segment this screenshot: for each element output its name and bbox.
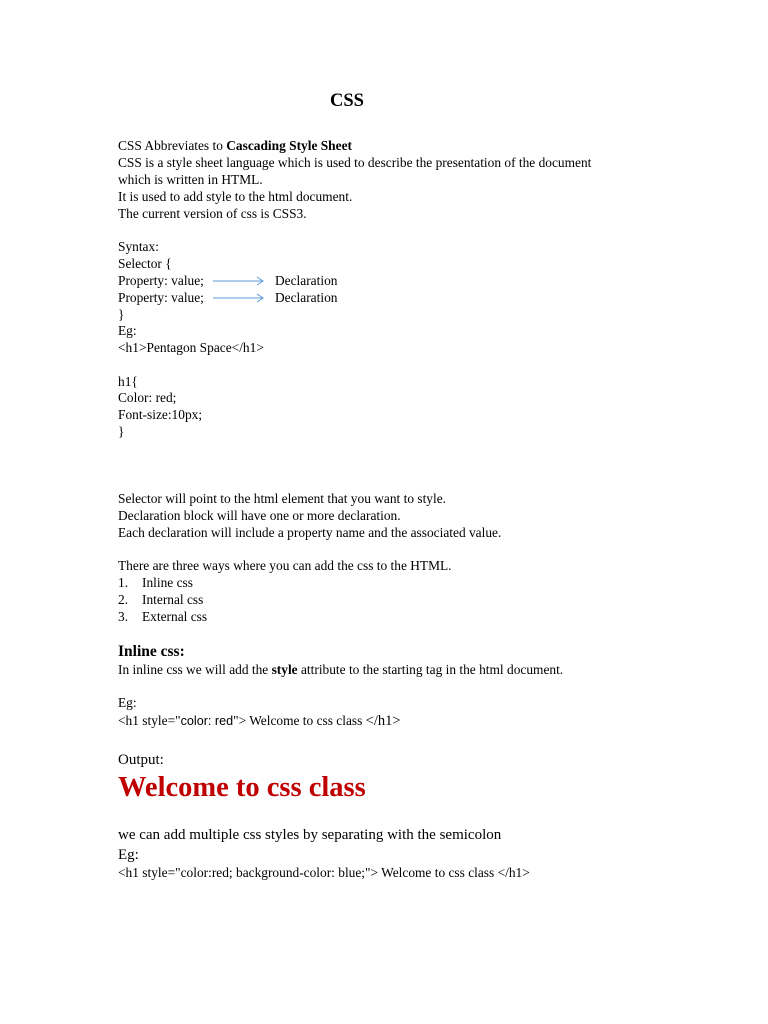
intro-line-5: The current version of css is CSS3. <box>118 206 307 221</box>
eg-part-1: <h1 style=" <box>118 713 181 728</box>
eg-part-4: </h1> <box>365 713 401 729</box>
arrow-icon <box>213 276 265 286</box>
syntax-label: Syntax: <box>118 239 159 254</box>
desc-bold: style <box>271 662 298 677</box>
syntax-selector: Selector { <box>118 256 172 271</box>
eg-part-2: color: red <box>180 714 234 728</box>
inline-css-heading: Inline css: <box>118 643 185 660</box>
syntax-close: } <box>118 307 125 322</box>
explanation-line: Each declaration will include a property name and the associated value. <box>118 525 502 540</box>
abbrev-term: Cascading Style Sheet <box>226 138 352 153</box>
list-item <box>118 591 203 608</box>
desc-suffix: attribute to the starting tag in the html document. <box>297 662 564 677</box>
inline-eg-code <box>118 712 401 730</box>
list-number: 1. <box>118 575 129 590</box>
list-item <box>118 608 207 625</box>
ways-intro: There are three ways where you can add the css to the HTML. <box>118 558 452 573</box>
eg2-code: <h1 style="color:red; background-color: blue;"> Welcome to css class </h1> <box>118 865 530 880</box>
example-css-line-4: } <box>118 424 125 439</box>
syntax-eg-html: <h1>Pentagon Space</h1> <box>118 340 264 355</box>
list-label: Inline css <box>142 575 193 590</box>
output-rendered-text: Welcome to css class <box>118 772 366 803</box>
explanation-line: Declaration block will have one or more declaration. <box>118 508 401 523</box>
list-item <box>118 574 193 591</box>
syntax-declaration-1: Declaration <box>275 273 338 288</box>
eg-part-3: "> Welcome to css class <box>233 713 366 728</box>
intro-line-2: CSS is a style sheet language which is used to describe the presentation of the document <box>118 155 592 170</box>
explanation-line: Selector will point to the html element that you want to style. <box>118 491 447 506</box>
example-css-line-3: Font-size:10px; <box>118 407 203 422</box>
intro-line-4: It is used to add style to the html document. <box>118 189 353 204</box>
arrow-icon <box>213 293 265 303</box>
abbrev-prefix: CSS Abbreviates to <box>118 138 227 153</box>
list-number: 3. <box>118 609 129 624</box>
syntax-declaration-2: Declaration <box>275 290 338 305</box>
output-label: Output: <box>118 752 164 768</box>
example-css-line-1: h1{ <box>118 374 138 389</box>
page-title: CSS <box>330 91 364 111</box>
example-css-line-2: Color: red; <box>118 390 177 405</box>
intro-line-3: which is written in HTML. <box>118 172 263 187</box>
syntax-property-1: Property: value; <box>118 273 204 288</box>
inline-eg-label: Eg: <box>118 695 137 710</box>
list-label: Internal css <box>142 592 204 607</box>
syntax-property-2: Property: value; <box>118 290 204 305</box>
list-label: External css <box>142 609 208 624</box>
inline-css-description <box>118 661 563 678</box>
syntax-eg-label: Eg: <box>118 323 137 338</box>
list-number: 2. <box>118 592 129 607</box>
desc-prefix: In inline css we will add the <box>118 662 272 677</box>
abbrev-line <box>118 137 352 154</box>
eg2-label: Eg: <box>118 847 139 863</box>
multiple-styles-note: we can add multiple css styles by separating with the semicolon <box>118 827 502 843</box>
